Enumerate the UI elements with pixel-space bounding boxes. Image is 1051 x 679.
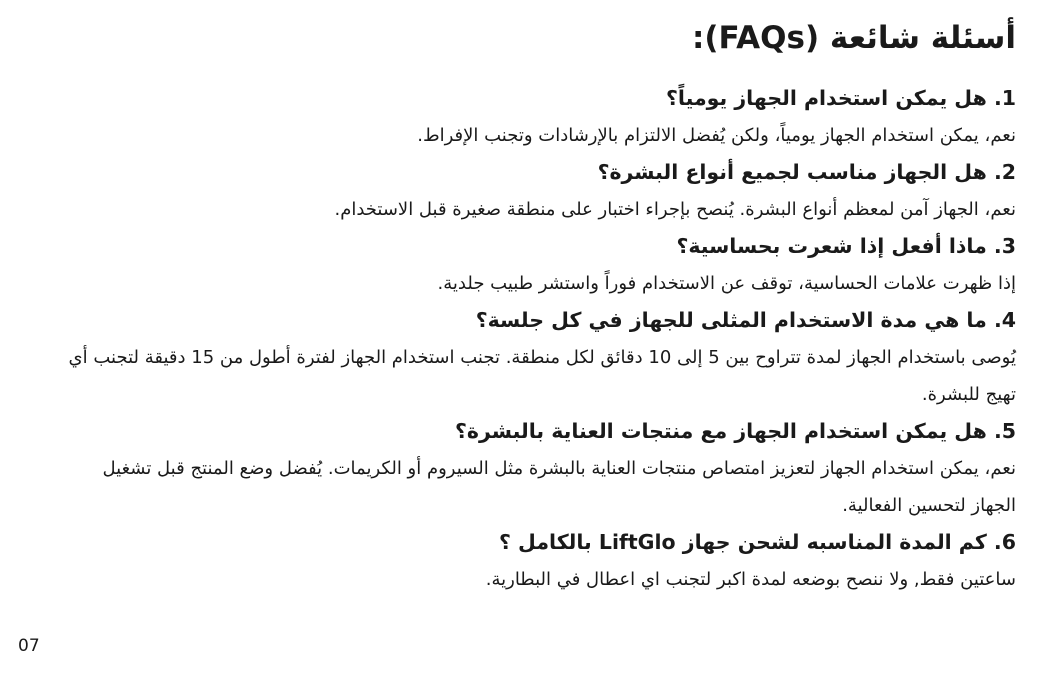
page-title: أسئلة شائعة (FAQs):: [691, 20, 1016, 56]
faq-page: [60, 18, 1016, 598]
faq-item-2: [60, 154, 1016, 228]
faq-question-6: 6. كم المدة المناسبه لشحن جهاز LiftGlo بالكامل ؟: [499, 529, 1016, 554]
faq-answer-1: نعم، يمكن استخدام الجهاز يومياً، ولكن يُفضل الالتزام بالإرشادات وتجنب الإفراط.: [417, 124, 1016, 146]
faq-item-4: [60, 302, 1016, 413]
faq-item-5: [60, 413, 1016, 524]
page-number: 07: [18, 636, 40, 656]
faq-answer-4: يُوصى باستخدام الجهاز لمدة تتراوح بين 5 إلى 10 دقائق لكل منطقة. تجنب استخدام الجهاز لفترة أطول من 15 دقيقة لتجنب أي تهيج للبشرة.: [68, 346, 1016, 405]
faq-question-1: 1. هل يمكن استخدام الجهاز يومياً؟: [665, 85, 1016, 110]
faq-question-4: 4. ما هي مدة الاستخدام المثلى للجهاز في كل جلسة؟: [475, 307, 1016, 332]
faq-item-1: [60, 80, 1016, 154]
faq-item-3: [60, 228, 1016, 302]
faq-answer-3: إذا ظهرت علامات الحساسية، توقف عن الاستخدام فوراً واستشر طبيب جلدية.: [437, 272, 1016, 294]
faq-question-5: 5. هل يمكن استخدام الجهاز مع منتجات العناية بالبشرة؟: [455, 418, 1016, 443]
faq-answer-5: نعم، يمكن استخدام الجهاز لتعزيز امتصاص منتجات العناية بالبشرة مثل السيروم أو الكريمات. يُفضل وضع المنتج قبل تشغيل الجهاز لتحسين الفعالية.: [102, 457, 1016, 516]
faq-question-3: 3. ماذا أفعل إذا شعرت بحساسية؟: [676, 233, 1016, 258]
faq-question-2: 2. هل الجهاز مناسب لجميع أنواع البشرة؟: [597, 159, 1016, 184]
faq-item-6: [60, 524, 1016, 598]
faq-answer-6: ساعتين فقط, ولا ننصح بوضعه لمدة اكبر لتجنب اي اعطال في البطارية.: [485, 568, 1016, 590]
faq-answer-2: نعم، الجهاز آمن لمعظم أنواع البشرة. يُنصح بإجراء اختبار على منطقة صغيرة قبل الاستخدام.: [334, 198, 1016, 220]
faq-list: [60, 80, 1016, 598]
